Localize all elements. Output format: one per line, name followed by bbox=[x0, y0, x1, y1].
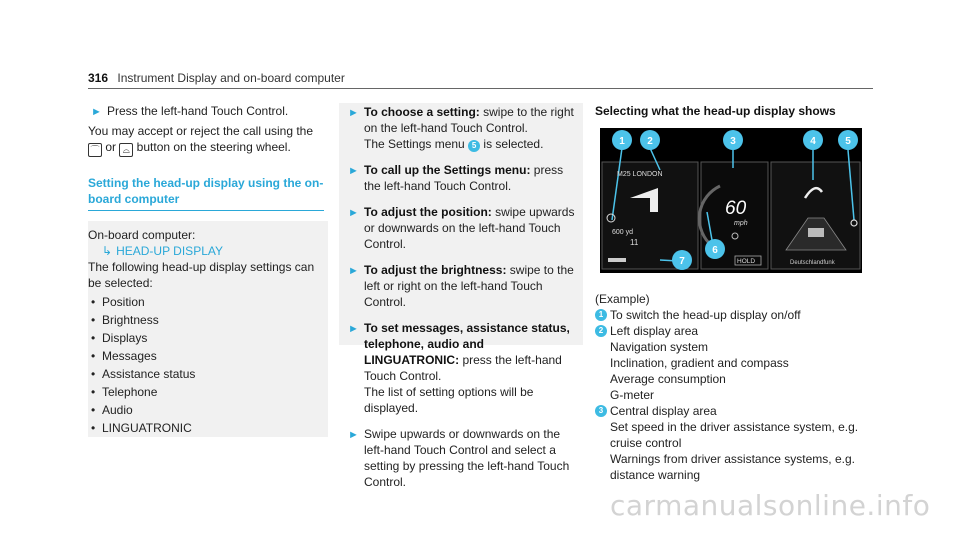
menu-path: ↳ HEAD-UP DISPLAY bbox=[102, 244, 223, 258]
hud-lane: 11 bbox=[630, 238, 639, 247]
hud-section-title: Selecting what the head-up display shows bbox=[595, 104, 836, 118]
section-heading: Setting the head-up display using the on-board computer bbox=[88, 176, 324, 206]
list-item: • Displays bbox=[88, 329, 328, 347]
onboard-label: On-board computer: bbox=[88, 228, 196, 242]
step-set-messages: ► To set messages, assistance status, telephone, audio and LINGUATRONIC: press the left-hand Touch Control. The list of setting options will be displayed. bbox=[348, 321, 570, 415]
step-arrow-icon: ► bbox=[348, 265, 359, 277]
section-title: Instrument Display and on-board computer bbox=[117, 71, 345, 85]
hud-legend bbox=[595, 291, 875, 483]
callout-2: 2 bbox=[647, 136, 653, 147]
list-item: • Brightness bbox=[88, 311, 328, 329]
car-icon bbox=[808, 228, 824, 237]
column-middle bbox=[339, 103, 583, 489]
signal-icon bbox=[608, 258, 626, 262]
hud-radio: Deutschlandfunk bbox=[790, 260, 835, 266]
callout-badge: 5 bbox=[468, 140, 480, 152]
column-left bbox=[88, 103, 328, 437]
left-area-item: G-meter bbox=[610, 388, 655, 402]
list-item: • Position bbox=[88, 293, 328, 311]
phone-accept-icon: ⌒ bbox=[88, 143, 102, 157]
callout-3: 3 bbox=[730, 136, 736, 147]
callout-4: 4 bbox=[810, 136, 816, 147]
page-header bbox=[88, 71, 873, 85]
list-item: • Telephone bbox=[88, 383, 328, 401]
step-press-touch-control: ► Press the left-hand Touch Control. bbox=[91, 104, 289, 118]
path-arrow-icon: ↳ bbox=[102, 244, 113, 258]
step-arrow-icon: ► bbox=[348, 323, 359, 335]
list-item: • Audio bbox=[88, 401, 328, 419]
hud-hold: HOLD bbox=[737, 258, 756, 265]
left-area-item: Average consumption bbox=[610, 372, 726, 386]
list-item: • LINGUATRONIC bbox=[88, 419, 328, 437]
onboard-path-block bbox=[88, 221, 328, 437]
right-display-panel bbox=[771, 162, 860, 269]
hud-illustration bbox=[600, 128, 862, 273]
central-area-item: Set speed in the driver assistance system, e.g. cruise control bbox=[610, 420, 859, 450]
left-area-item: Navigation system bbox=[610, 340, 709, 354]
legend-item: 3 Central display area bbox=[595, 403, 875, 419]
header-divider bbox=[88, 88, 873, 89]
step-adjust-position: ► To adjust the position: swipe upwards or downwards on the left-hand Touch Control. bbox=[348, 205, 575, 251]
callout-5: 5 bbox=[845, 136, 851, 147]
example-label: (Example) bbox=[595, 292, 650, 306]
callout-7: 7 bbox=[679, 256, 685, 267]
left-area-item: Inclination, gradient and compass bbox=[610, 356, 789, 370]
settings-intro: The following head-up display settings can be selected: bbox=[88, 260, 315, 290]
legend-item: 1 To switch the head-up display on/off bbox=[595, 307, 875, 323]
step-arrow-icon: ► bbox=[91, 106, 102, 118]
step-adjust-brightness: ► To adjust the brightness: swipe to the left or right on the left-hand Touch Control. bbox=[348, 263, 574, 309]
watermark: carmanualsonline.info bbox=[610, 489, 931, 522]
page-number: 316 bbox=[88, 71, 109, 85]
hud-speed: 60 bbox=[725, 198, 747, 219]
step-select-setting: ► Swipe upwards or downwards on the left-hand Touch Control and select a setting by pressing the left-hand Touch Control. bbox=[348, 427, 570, 489]
callout-1: 1 bbox=[619, 136, 625, 147]
phone-reject-icon: ⌓ bbox=[119, 143, 133, 157]
list-item: • Assistance status bbox=[88, 365, 328, 383]
settings-list bbox=[88, 293, 328, 437]
hud-road-name: M25 LONDON bbox=[617, 171, 663, 178]
step-arrow-icon: ► bbox=[348, 107, 359, 119]
step-arrow-icon: ► bbox=[348, 429, 359, 441]
callout-6: 6 bbox=[712, 245, 718, 256]
list-item: • Messages bbox=[88, 347, 328, 365]
step-choose-setting: ► To choose a setting: swipe to the right on the left-hand Touch Control. The Settings menu 5 is selected. bbox=[348, 105, 574, 151]
hud-distance: 600 yd bbox=[612, 229, 634, 236]
step-call-up-settings: ► To call up the Settings menu: press the left-hand Touch Control. bbox=[348, 163, 564, 193]
hud-speed-unit: mph bbox=[734, 220, 748, 227]
section-heading-rule bbox=[88, 210, 324, 211]
accept-call-text: You may accept or reject the call using the ⌒ or ⌓ button on the steering wheel. bbox=[88, 124, 314, 155]
step-arrow-icon: ► bbox=[348, 207, 359, 219]
step-arrow-icon: ► bbox=[348, 165, 359, 177]
legend-item: 2 Left display area bbox=[595, 323, 875, 339]
central-area-item: Warnings from driver assistance systems, e.g. distance warning bbox=[610, 452, 855, 482]
column-right bbox=[595, 103, 875, 119]
hud-example-image bbox=[600, 128, 862, 273]
